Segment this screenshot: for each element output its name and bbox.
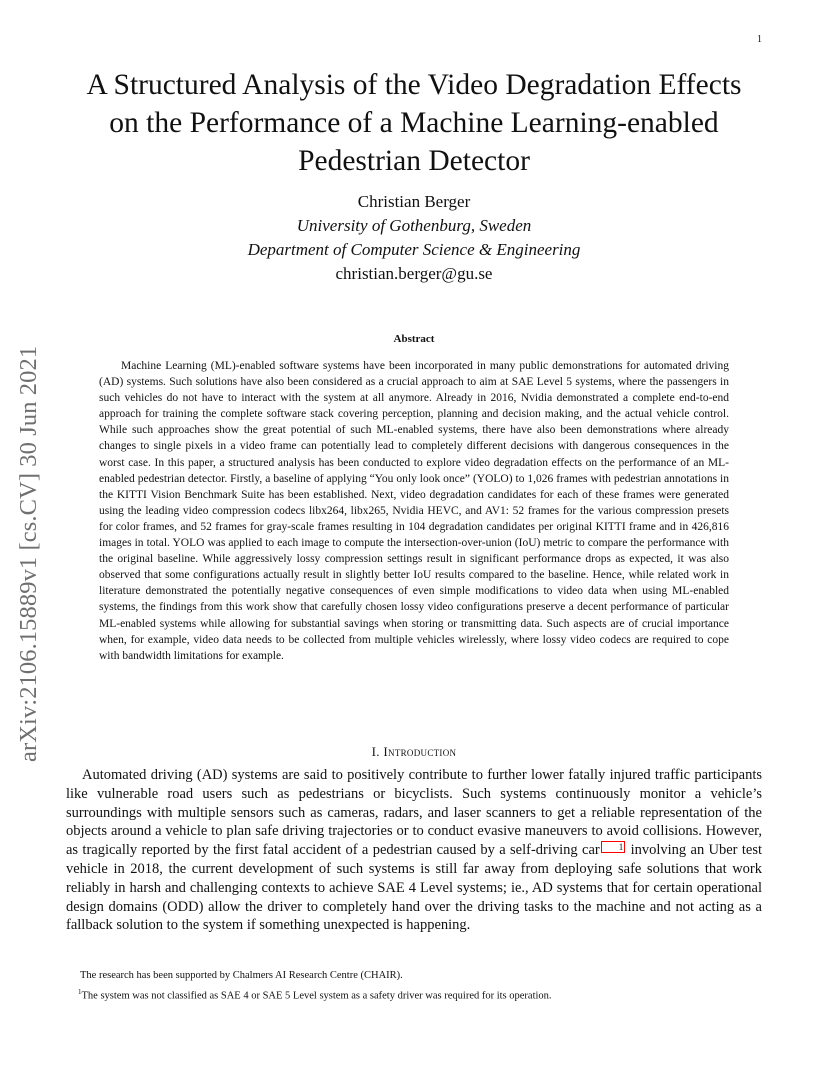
footnote-1-text: The system was not classified as SAE 4 or SAE 5 Level system as a safety driver was required for its operation. [81,990,552,1002]
abstract-heading: Abstract [393,333,435,345]
intro-text-part-1: Automated driving (AD) systems are said to positively contribute to further lower fatally injured traffic participants like vulnerable road users such as pedestrians or bicyclists. Such systems continuously monitor a vehicle’s surroundings with multiple sensors such as cameras, radars, and laser scanners to get a reliable representation of the objects around a vehicle to plan safe driving trajectories or to conduct evasive maneuvers to avoid collisions. However, as tragically reported by the first fatal accident of a pedestrian caused by a self-driving car [66,767,762,859]
author-email: christian.berger@gu.se [335,264,493,283]
author-affiliation: University of Gothenburg, Sweden [296,216,532,235]
intro-text-part-2: involving an Uber test vehicle in 2018, the current development of such systems is still far away from deploying safe solutions that work reliably in harsh and challenging contexts to achieve SAE 4 Level systems; ie., AD systems that for certain operational design domains (ODD) allow the driver to completely hand over the driving tasks to the machine and not acting as a fallback solution to the system if something unexpected is happening. [66,842,762,934]
introduction-paragraph [66,766,762,935]
author-department: Department of Computer Science & Engineering [247,240,581,259]
footnote-reference-link[interactable]: 1 [601,841,626,853]
page-number: 1 [757,34,762,45]
footnote-1 [78,985,758,1004]
author-name: Christian Berger [357,192,471,211]
paper-title: A Structured Analysis of the Video Degradation Effects on the Performance of a Machine Learning-enabled Pedestrian Detector [86,69,742,177]
author-block [100,190,728,286]
abstract-text: Machine Learning (ML)-enabled software systems have been incorporated in many public demonstrations for automated driving (AD) systems. Such solutions have also been considered as a crucial approach to aim at SAE Level 5 systems, where the passengers in such vehicles do not have to interact with the system at all anymore. Already in 2016, Nvidia demonstrated a complete end-to-end approach for training the complete software stack covering perception, planning and decision making, and the actual vehicle control. While such approaches show the great potential of such ML-enabled systems, there have also been demonstrations where already changes to single pixels in a video frame can potentially lead to completely different decisions with dangerous consequences in the worst case. In this paper, a structured analysis has been conducted to explore video degradation effects on the performance of an ML-enabled pedestrian detector. Firstly, a baseline of applying “You only look once” (YOLO) to 1,026 frames with pedestrian annotations in the KITTI Vision Benchmark Suite has been established. Next, video degradation candidates for each of these frames were generated using the leading video compression codecs libx264, libx265, Nvidia HEVC, and AV1: 52 frames for the various compression presets for color frames, and 52 frames for gray-scale frames resulting in 104 degradation candidates per original KITTI frame and in 426,816 images in total. YOLO was applied to each image to compute the intersection-over-union (IoU) metric to compare the performance with the original baseline. While aggressively lossy compression settings result in significant performance drops as expected, it was also observed that some configurations actually result in slightly better IoU results compared to the baseline. Hence, while related work in literature demonstrated the potentially negative consequences of even simple modifications to video data when using ML-enabled systems, the findings from this work show that carefully chosen lossy video configurations preserve a decent performance of particular ML-enabled systems while allowing for substantial savings when storing or transmitting data. Such aspects are of crucial importance when, for example, video data needs to be collected from multiple vehicles wirelessly, where lossy video codecs are required to cope with bandwidth limitations for example. [99,360,729,662]
funding-footnote: The research has been supported by Chalmers AI Research Centre (CHAIR). [80,970,403,981]
section-heading-introduction: I. Introduction [371,744,457,759]
footnote-1-marker: 1 [78,988,82,996]
arxiv-identifier-stamp: arXiv:2106.15889v1 [cs.CV] 30 Jun 2021 [15,345,42,762]
